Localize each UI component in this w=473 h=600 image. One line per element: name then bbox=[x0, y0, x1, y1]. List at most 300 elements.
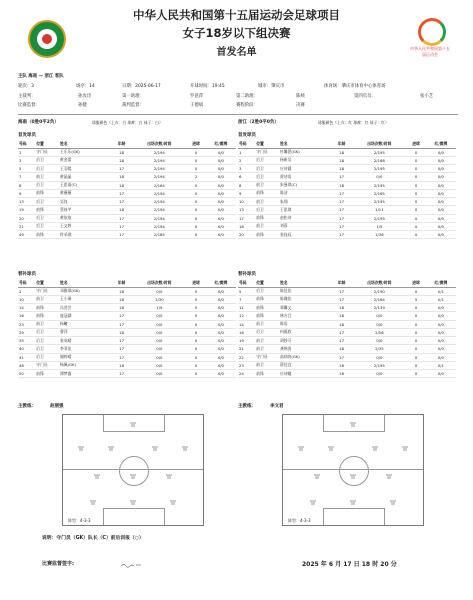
player-number: 10 bbox=[18, 295, 35, 303]
column-header-goals: 进球 bbox=[186, 280, 205, 287]
column-header-cards: 红/黄牌 bbox=[206, 280, 236, 287]
player-shirt-icon bbox=[130, 499, 136, 505]
player-name: 王羽嫣 bbox=[59, 165, 111, 173]
home-coach-name: 赵丽强 bbox=[50, 404, 64, 409]
player-cards: 0/0 bbox=[426, 173, 456, 181]
player-age: 18 bbox=[111, 173, 133, 181]
player-name: 蔡丝芊 bbox=[59, 206, 111, 214]
player-position: 后卫 bbox=[255, 328, 279, 336]
player-row bbox=[18, 295, 236, 303]
player-row bbox=[18, 328, 236, 336]
home-subs-label: 替补球员 bbox=[18, 272, 36, 277]
column-header-position: 位置 bbox=[35, 280, 59, 287]
player-number: 9 bbox=[18, 189, 35, 197]
player-age: 18 bbox=[331, 304, 353, 312]
player-appearances: 2/164 bbox=[132, 181, 186, 189]
supervisor-name: 孙健 bbox=[78, 103, 87, 108]
player-cards: 0/0 bbox=[206, 148, 236, 156]
player-row bbox=[18, 320, 236, 328]
player-shirt-icon bbox=[386, 473, 392, 479]
player-position: 前锋 bbox=[255, 295, 279, 303]
player-position: 前卫 bbox=[35, 173, 59, 181]
column-header-goals: 进球 bbox=[406, 280, 425, 287]
player-number: 41 bbox=[18, 353, 35, 361]
player-cards: 0/0 bbox=[206, 173, 236, 181]
player-number: 1 bbox=[18, 148, 35, 156]
player-number: 16 bbox=[18, 312, 35, 320]
player-goals: 0 bbox=[406, 222, 425, 230]
player-name: 刘蓉 bbox=[279, 222, 331, 230]
player-position: 后卫 bbox=[35, 345, 59, 353]
player-appearances: 2/194 bbox=[132, 156, 186, 164]
player-row bbox=[238, 214, 456, 222]
player-goals: 0 bbox=[186, 181, 205, 189]
column-header-appearances: 出场次数/时间 bbox=[352, 280, 406, 287]
ar2-label: 第二助理： bbox=[236, 94, 258, 99]
player-appearances: 0/0 bbox=[352, 337, 406, 345]
player-position: 前锋 bbox=[35, 370, 59, 378]
player-name: 张钰珏 bbox=[279, 231, 331, 239]
legend-note: 说明：守门员（GK）队长（C）前后训报（○） bbox=[42, 536, 144, 541]
player-appearances: 0/0 bbox=[132, 312, 186, 320]
player-appearances: 1/30 bbox=[132, 295, 186, 303]
player-position: 前锋 bbox=[255, 370, 279, 378]
player-number: 20 bbox=[18, 214, 35, 222]
player-name: 贾诗语 bbox=[279, 173, 331, 181]
player-position: 前锋 bbox=[35, 231, 59, 239]
player-cards: 0/0 bbox=[206, 337, 236, 345]
player-cards: 0/0 bbox=[206, 206, 236, 214]
player-number: 21 bbox=[18, 222, 35, 230]
player-cards: 0/0 bbox=[206, 370, 236, 378]
home-formation: 阵型：4-3-3 bbox=[68, 518, 91, 523]
player-appearances: 2/165 bbox=[352, 189, 406, 197]
player-age: 17 bbox=[111, 370, 133, 378]
player-goals: 0 bbox=[406, 181, 425, 189]
title-line-2: 女子18岁以下组决赛 bbox=[182, 26, 291, 40]
player-position: 前卫 bbox=[255, 337, 279, 345]
player-row bbox=[18, 287, 236, 295]
home-team-record: 海南（0胜0平2负） bbox=[18, 120, 59, 125]
player-name: 黄薇薇 bbox=[59, 189, 111, 197]
column-header-number: 号码 bbox=[238, 280, 255, 287]
player-row bbox=[238, 156, 456, 164]
player-row bbox=[18, 156, 236, 164]
player-name: 林方吕 bbox=[279, 312, 331, 320]
player-row bbox=[238, 337, 456, 345]
player-name: 高翊冉(GK) bbox=[279, 353, 331, 361]
player-shirt-icon bbox=[350, 473, 356, 479]
player-number: 22 bbox=[238, 353, 255, 361]
player-number: 2 bbox=[238, 156, 255, 164]
round: 轮次：3 bbox=[18, 84, 34, 89]
column-header-age: 年龄 bbox=[331, 280, 353, 287]
player-row bbox=[238, 287, 456, 295]
player-position: 前锋 bbox=[255, 189, 279, 197]
fourth-official-name: 张小艺 bbox=[420, 94, 434, 99]
player-age: 18 bbox=[331, 148, 353, 156]
column-header-name: 姓名 bbox=[59, 280, 111, 287]
player-age: 17 bbox=[331, 328, 353, 336]
player-shirt-icon bbox=[390, 499, 396, 505]
player-age: 17 bbox=[111, 222, 133, 230]
player-cards: 0/1 bbox=[426, 361, 456, 369]
player-age: 18 bbox=[331, 156, 353, 164]
match-no: 场序：14 bbox=[76, 84, 95, 89]
player-number: 3 bbox=[238, 165, 255, 173]
player-age: 18 bbox=[111, 148, 133, 156]
player-row bbox=[18, 206, 236, 214]
player-number: 14 bbox=[18, 304, 35, 312]
player-name: 王小瑛 bbox=[59, 295, 111, 303]
player-number: 16 bbox=[238, 328, 255, 336]
player-age: 17 bbox=[331, 287, 353, 295]
home-starters-table bbox=[18, 141, 236, 239]
player-number: 7 bbox=[18, 173, 35, 181]
player-row bbox=[238, 353, 456, 361]
player-goals: 0 bbox=[406, 370, 425, 378]
player-row bbox=[18, 304, 236, 312]
player-age: 17 bbox=[331, 214, 353, 222]
player-age: 17 bbox=[331, 337, 353, 345]
referee-observer-name: 王德斌 bbox=[190, 103, 204, 108]
column-header-position: 位置 bbox=[255, 280, 279, 287]
player-goals: 0 bbox=[186, 328, 205, 336]
player-age: 17 bbox=[111, 353, 133, 361]
player-position: 前锋 bbox=[35, 206, 59, 214]
player-appearances: 2/194 bbox=[132, 222, 186, 230]
player-number: 29 bbox=[18, 328, 35, 336]
player-shirt-icon bbox=[166, 473, 172, 479]
player-goals: 5 bbox=[406, 295, 425, 303]
player-shirt-icon bbox=[350, 499, 356, 505]
player-appearances: 0/0 bbox=[132, 345, 186, 353]
player-position: 后卫 bbox=[35, 353, 59, 361]
divider bbox=[18, 114, 458, 115]
player-position: 后卫 bbox=[255, 173, 279, 181]
player-goals: 0 bbox=[186, 206, 205, 214]
player-appearances: 2/194 bbox=[132, 165, 186, 173]
player-position: 守门员 bbox=[255, 353, 279, 361]
player-row bbox=[238, 320, 456, 328]
player-number: 19 bbox=[18, 206, 35, 214]
supervisor-signature bbox=[120, 562, 142, 568]
player-row bbox=[18, 312, 236, 320]
away-subs-table bbox=[238, 280, 456, 378]
player-name: 王乐乐(GK) bbox=[59, 148, 111, 156]
player-row bbox=[238, 181, 456, 189]
player-position: 前卫 bbox=[255, 198, 279, 206]
player-name: 陈佳佳 bbox=[279, 287, 331, 295]
player-goals: 0 bbox=[186, 304, 205, 312]
player-goals: 0 bbox=[406, 214, 425, 222]
player-shirt-icon bbox=[90, 499, 96, 505]
referee-label: 主裁判： bbox=[18, 94, 36, 99]
player-number: 8 bbox=[238, 181, 255, 189]
player-age: 18 bbox=[331, 370, 353, 378]
player-position: 后卫 bbox=[35, 181, 59, 189]
player-goals: 0 bbox=[186, 222, 205, 230]
player-age: 18 bbox=[111, 361, 133, 369]
player-number: 18 bbox=[238, 222, 255, 230]
player-appearances: 2/194 bbox=[132, 214, 186, 222]
player-row bbox=[18, 181, 236, 189]
player-appearances: 1/9 bbox=[132, 304, 186, 312]
player-age: 17 bbox=[111, 345, 133, 353]
player-cards: 0/0 bbox=[426, 165, 456, 173]
player-number: 24 bbox=[238, 370, 255, 378]
player-shirt-icon bbox=[130, 421, 136, 427]
player-cards: 0/0 bbox=[426, 320, 456, 328]
player-row bbox=[238, 198, 456, 206]
player-goals: 0 bbox=[186, 295, 205, 303]
signature-label: 比赛监督签字: bbox=[42, 561, 75, 567]
player-cards: 0/0 bbox=[206, 345, 236, 353]
player-cards: 0/0 bbox=[426, 214, 456, 222]
supervisor-label: 比赛监督： bbox=[18, 103, 40, 108]
player-name: 王文婷 bbox=[59, 222, 111, 230]
player-age: 17 bbox=[331, 206, 353, 214]
player-position: 后卫 bbox=[35, 222, 59, 230]
player-cards: 0/0 bbox=[206, 189, 236, 197]
player-appearances: 0/0 bbox=[132, 353, 186, 361]
player-goals: 0 bbox=[406, 165, 425, 173]
player-cards: 0/1 bbox=[426, 287, 456, 295]
home-subs-table bbox=[18, 280, 236, 378]
player-number: 21 bbox=[238, 345, 255, 353]
away-kit-colors: 球服颜色（上衣：红 球裤：红 袜子：红） bbox=[318, 120, 389, 125]
player-position: 后卫 bbox=[35, 328, 59, 336]
city: 城市：肇庆市 bbox=[258, 84, 285, 89]
player-shirt-icon bbox=[94, 473, 100, 479]
player-cards: 0/0 bbox=[206, 353, 236, 361]
signed-datetime: 2025 年 6 月 17 日 18 时 20 分 bbox=[302, 561, 397, 568]
player-goals: 0 bbox=[186, 198, 205, 206]
player-age: 17 bbox=[111, 320, 133, 328]
player-goals: 0 bbox=[186, 361, 205, 369]
player-number: 11 bbox=[238, 304, 255, 312]
column-header-cards: 红/黄牌 bbox=[426, 280, 456, 287]
player-appearances: 0/0 bbox=[132, 287, 186, 295]
player-age: 18 bbox=[111, 156, 133, 164]
player-goals: 0 bbox=[186, 189, 205, 197]
player-goals: 0 bbox=[186, 345, 205, 353]
player-number: 13 bbox=[238, 206, 255, 214]
player-number: 14 bbox=[238, 320, 255, 328]
logo-caption: 中华人民共和国第十五届运动会 bbox=[410, 46, 450, 57]
column-header-appearances: 出场次数/时间 bbox=[132, 280, 186, 287]
player-cards: 0/0 bbox=[206, 304, 236, 312]
column-header-number: 号码 bbox=[18, 141, 35, 148]
player-appearances: 2/194 bbox=[132, 206, 186, 214]
player-appearances: 0/0 bbox=[132, 320, 186, 328]
player-age: 18 bbox=[111, 328, 133, 336]
player-position: 后卫 bbox=[35, 198, 59, 206]
player-cards: 0/0 bbox=[426, 231, 456, 239]
player-name: 陈洁 bbox=[279, 189, 331, 197]
player-position: 前锋 bbox=[35, 312, 59, 320]
player-age: 17 bbox=[331, 173, 353, 181]
player-cards: 0/0 bbox=[426, 156, 456, 164]
teams-line: 主队 海南 — 浙江 客队 bbox=[18, 74, 64, 79]
player-name: 朱翔 bbox=[279, 198, 331, 206]
player-row bbox=[18, 231, 236, 239]
player-appearances: 0/0 bbox=[132, 361, 186, 369]
player-number: 49 bbox=[18, 231, 35, 239]
player-row bbox=[18, 148, 236, 156]
player-row bbox=[18, 214, 236, 222]
player-cards: 0/0 bbox=[426, 337, 456, 345]
player-position: 后卫 bbox=[35, 214, 59, 222]
referee-name: 孙汝诗 bbox=[78, 94, 92, 99]
player-name: 李菲佳 bbox=[59, 345, 111, 353]
player-row bbox=[238, 165, 456, 173]
stage-name: 决赛 bbox=[296, 103, 305, 108]
column-header-goals: 进球 bbox=[186, 141, 205, 148]
player-appearances: 2/195 bbox=[352, 198, 406, 206]
player-goals: 0 bbox=[406, 361, 425, 369]
player-row bbox=[238, 345, 456, 353]
player-cards: 0/0 bbox=[206, 361, 236, 369]
away-coach-name: 李文君 bbox=[270, 404, 284, 409]
player-appearances: 2/56 bbox=[352, 328, 406, 336]
player-cards: 0/0 bbox=[206, 214, 236, 222]
player-goals: 0 bbox=[406, 304, 425, 312]
player-row bbox=[18, 222, 236, 230]
player-position: 前卫 bbox=[255, 361, 279, 369]
player-appearances: 2/194 bbox=[132, 148, 186, 156]
player-cards: 0/0 bbox=[426, 222, 456, 230]
player-name: 薛佳宜 bbox=[279, 361, 331, 369]
player-cards: 0/0 bbox=[206, 295, 236, 303]
player-cards: 0/0 bbox=[426, 345, 456, 353]
player-position: 前锋 bbox=[35, 189, 59, 197]
player-age: 18 bbox=[331, 312, 353, 320]
player-appearances: 0/0 bbox=[352, 320, 406, 328]
ar2-name: 陈桢 bbox=[296, 94, 305, 99]
player-appearances: 2/139 bbox=[352, 304, 406, 312]
player-goals: 0 bbox=[186, 353, 205, 361]
player-appearances: 2/194 bbox=[132, 198, 186, 206]
player-number: 7 bbox=[238, 295, 255, 303]
column-header-name: 姓名 bbox=[279, 280, 331, 287]
player-row bbox=[18, 361, 236, 369]
player-number: 8 bbox=[18, 181, 35, 189]
player-position: 守门员 bbox=[35, 148, 59, 156]
column-header-cards: 红/黄牌 bbox=[426, 141, 456, 148]
player-cards: 0/0 bbox=[206, 222, 236, 230]
player-shirt-icon bbox=[372, 445, 378, 451]
player-name: 应诗睫 bbox=[279, 370, 331, 378]
player-shirt-icon bbox=[328, 445, 334, 451]
player-row bbox=[18, 337, 236, 345]
player-name: 陈语 bbox=[279, 320, 331, 328]
match-date: 日期：2025-06-17 bbox=[122, 84, 161, 89]
player-number: 2 bbox=[18, 287, 35, 295]
away-team-record: 浙江（2胜0平0负） bbox=[238, 120, 279, 125]
column-header-age: 年龄 bbox=[111, 280, 133, 287]
player-goals: 0 bbox=[186, 320, 205, 328]
ar1-label: 第一助理： bbox=[122, 94, 144, 99]
player-shirt-icon bbox=[314, 473, 320, 479]
player-name: 冯誉芸 bbox=[59, 304, 111, 312]
player-appearances: 2/168 bbox=[352, 156, 406, 164]
player-name: 吴钰 bbox=[59, 198, 111, 206]
player-cards: 0/0 bbox=[206, 156, 236, 164]
player-appearances: 1/11 bbox=[352, 206, 406, 214]
player-goals: 0 bbox=[186, 231, 205, 239]
player-position: 前卫 bbox=[255, 222, 279, 230]
player-shirt-icon bbox=[170, 499, 176, 505]
player-goals: 0 bbox=[406, 312, 425, 320]
player-row bbox=[238, 222, 456, 230]
player-shirt-icon bbox=[182, 445, 188, 451]
player-goals: 0 bbox=[186, 370, 205, 378]
away-formation: 阵型：4-3-3 bbox=[288, 518, 311, 523]
player-shirt-icon bbox=[78, 445, 84, 451]
player-position: 前卫 bbox=[255, 181, 279, 189]
player-appearances: 2/194 bbox=[132, 173, 186, 181]
player-name: 杜馨恩(GK) bbox=[279, 148, 331, 156]
column-header-name: 姓名 bbox=[279, 141, 331, 148]
column-header-cards: 红/黄牌 bbox=[206, 141, 236, 148]
player-goals: 0 bbox=[186, 156, 205, 164]
player-position: 后卫 bbox=[35, 156, 59, 164]
player-appearances: 2/190 bbox=[352, 287, 406, 295]
column-header-number: 号码 bbox=[18, 280, 35, 287]
player-age: 18 bbox=[331, 361, 353, 369]
referee-observer-label: 裁判监督： bbox=[122, 103, 144, 108]
player-number: 35 bbox=[18, 337, 35, 345]
player-cards: 0/0 bbox=[206, 312, 236, 320]
player-appearances: 0/0 bbox=[352, 312, 406, 320]
player-position: 前锋 bbox=[255, 231, 279, 239]
player-position: 前卫 bbox=[35, 295, 59, 303]
ar1-name: 罗意萍 bbox=[190, 94, 204, 99]
player-appearances: 2/195 bbox=[352, 214, 406, 222]
title-line-1: 中华人民共和国第十五届运动会足球项目 bbox=[133, 8, 340, 22]
player-appearances: 1/36 bbox=[352, 231, 406, 239]
player-position: 守门员 bbox=[35, 287, 59, 295]
player-shirt-icon bbox=[402, 445, 408, 451]
player-appearances: 2/185 bbox=[132, 231, 186, 239]
player-number: 20 bbox=[238, 231, 255, 239]
player-name: 郑馨文 bbox=[279, 304, 331, 312]
stage-label: 赛程阶段： bbox=[236, 103, 258, 108]
player-name: 何燕欣 bbox=[279, 328, 331, 336]
player-row bbox=[238, 173, 456, 181]
player-age: 17 bbox=[331, 222, 353, 230]
player-age: 18 bbox=[331, 320, 353, 328]
title-line-3: 首发名单 bbox=[216, 47, 257, 58]
away-subs-label: 替补球员 bbox=[238, 272, 256, 277]
player-name: 王思琪 bbox=[279, 206, 331, 214]
player-goals: 0 bbox=[406, 173, 425, 181]
player-number: 23 bbox=[238, 361, 255, 369]
column-header-age: 年龄 bbox=[111, 141, 133, 148]
player-row bbox=[18, 173, 236, 181]
player-age: 18 bbox=[111, 287, 133, 295]
player-appearances: 2/195 bbox=[352, 148, 406, 156]
player-age: 18 bbox=[331, 165, 353, 173]
player-cards: 0/0 bbox=[206, 328, 236, 336]
player-age: 17 bbox=[111, 165, 133, 173]
player-age: 18 bbox=[331, 345, 353, 353]
player-cards: 0/0 bbox=[206, 181, 236, 189]
player-row bbox=[18, 165, 236, 173]
player-position: 守门员 bbox=[255, 148, 279, 156]
player-number: 10 bbox=[238, 198, 255, 206]
